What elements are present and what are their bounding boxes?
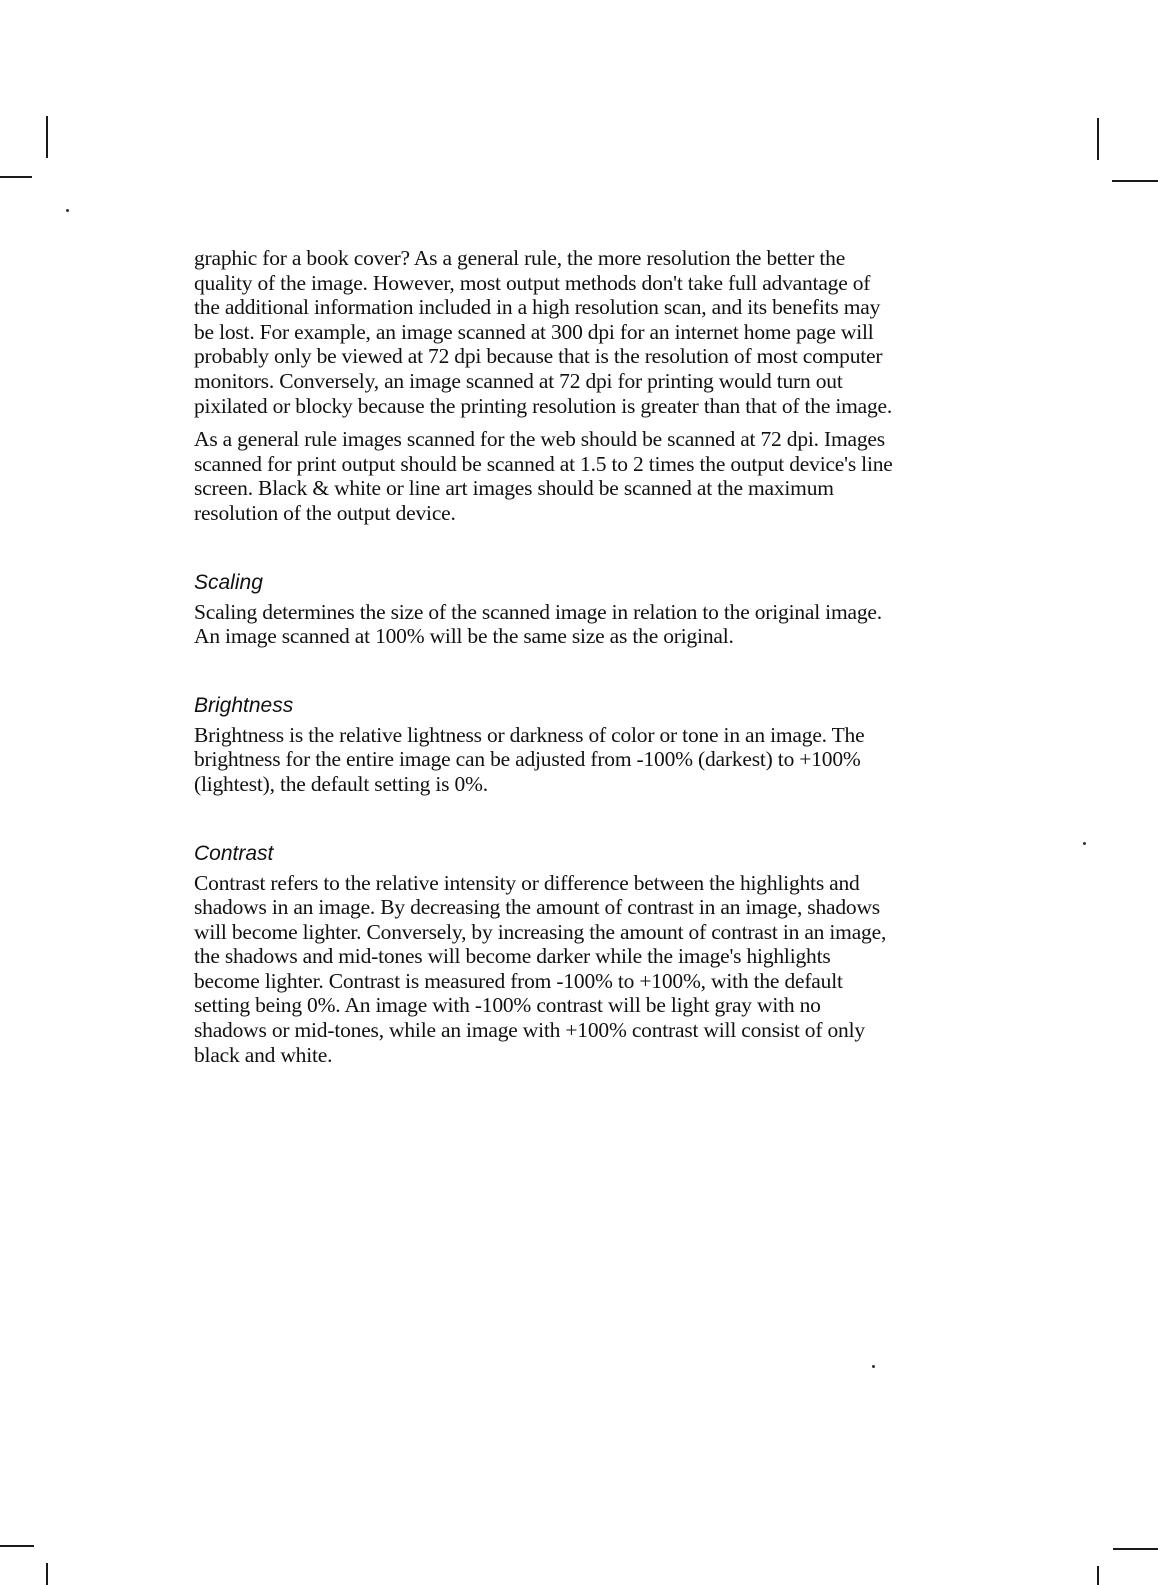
crop-mark-bottom-left-horizontal — [0, 1545, 34, 1547]
scan-speck — [872, 1365, 875, 1368]
document-body — [194, 246, 964, 1067]
crop-mark-top-right-vertical — [1097, 118, 1099, 160]
section-heading-contrast: Contrast — [194, 841, 274, 865]
crop-mark-bottom-right-horizontal — [1113, 1548, 1158, 1550]
scan-speck — [1083, 842, 1086, 845]
intro-paragraph-dpi-guidelines: As a general rule images scanned for the web should be scanned at 72 dpi. Images scanned for print output should be scanned at 1.5 to 2 times the output device's line screen. Black & white or line art images should be scanned at the maximum resolution of the output device. — [194, 427, 893, 525]
section-heading-brightness: Brightness — [194, 693, 294, 717]
section-body-scaling: Scaling determines the size of the scanned image in relation to the original image. An image scanned at 100% will be the same size as the original. — [194, 599, 882, 649]
scan-speck — [66, 209, 69, 212]
crop-mark-top-left-horizontal — [0, 176, 32, 178]
crop-mark-top-right-horizontal — [1112, 180, 1158, 182]
section-body-brightness: Brightness is the relative lightness or darkness of color or tone in an image. The brightness for the entire image can be adjusted from -100% (darkest) to +100% (lightest), the default setting is 0%. — [194, 722, 865, 796]
crop-mark-bottom-left-vertical — [46, 1563, 48, 1585]
crop-mark-bottom-right-vertical — [1097, 1566, 1099, 1585]
section-heading-scaling: Scaling — [194, 570, 263, 594]
crop-mark-top-left-vertical — [46, 116, 48, 158]
intro-paragraph-resolution: graphic for a book cover? As a general rule, the more resolution the better the quality of the image. However, most output methods don't take full advantage of the additional information included in a high resolution scan, and its benefits may be lost. For example, an image scanned at 300 dpi for an internet home page will probably only be viewed at 72 dpi because that is the resolution of most computer monitors. Conversely, an image scanned at 72 dpi for printing would turn out pixilated or blocky because the printing resolution is greater than that of the image. — [194, 246, 893, 418]
section-body-contrast: Contrast refers to the relative intensity or difference between the highlights and shadows in an image. By decreasing the amount of contrast in an image, shadows will become lighter. Conversely, by increasing the amount of contrast in an image, the shadows and mid-tones will become darker while the image's highlights become lighter. Contrast is measured from -100% to +100%, with the default setting being 0%. An image with -100% contrast will be light gray with no shadows or mid-tones, while an image with +100% contrast will consist of only black and white. — [194, 870, 887, 1067]
